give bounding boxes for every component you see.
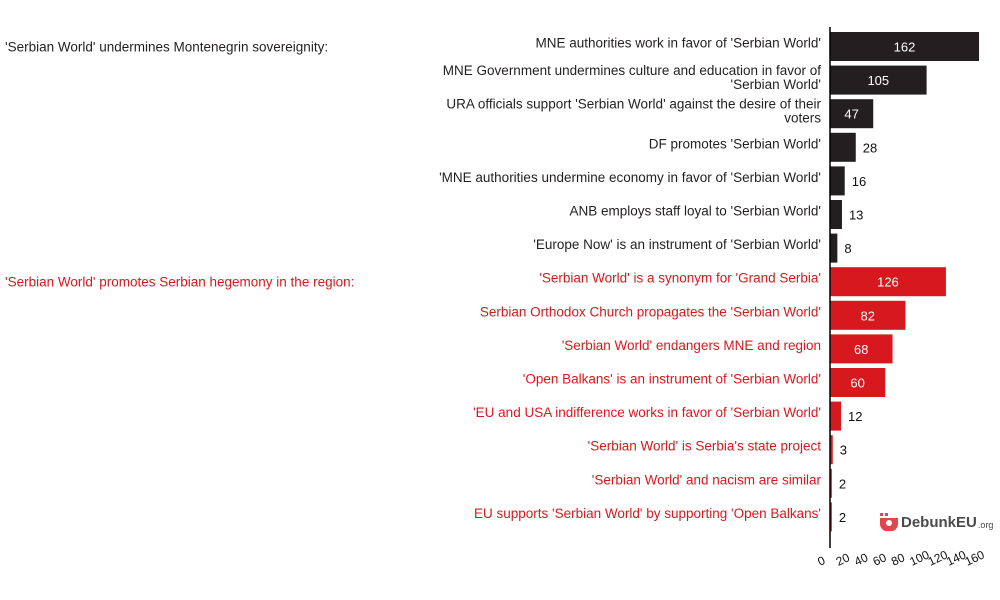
bar <box>830 234 837 263</box>
x-tick-label: 120 <box>925 547 950 569</box>
data-label: 105 <box>867 73 890 89</box>
category-label: 'MNE authorities undermine economy in favor of 'Serbian World' <box>439 169 821 185</box>
data-label: 2 <box>838 476 847 492</box>
data-label: 82 <box>860 308 875 324</box>
x-tick-label: 40 <box>852 550 871 569</box>
debunkeu-logo-icon <box>879 513 899 531</box>
data-label: 2 <box>838 509 847 525</box>
data-label: 16 <box>851 173 867 189</box>
category-label: MNE Government undermines culture and education in favor of 'Serbian World' <box>442 63 821 93</box>
category-label: 'Serbian World' is Serbia's state project <box>587 438 821 454</box>
logo-suffix: .org <box>977 519 994 530</box>
x-tick-label: 140 <box>944 547 969 569</box>
data-label: 8 <box>844 241 852 257</box>
category-label: Serbian Orthodox Church propagates the 'Serbian World' <box>479 304 821 320</box>
x-tick-label: 60 <box>870 550 889 569</box>
category-label: 'Serbian World' is a synonym for 'Grand Serbia' <box>539 270 821 286</box>
x-tick-label: 100 <box>907 547 932 569</box>
x-tick-label: 0 <box>815 553 828 569</box>
data-label: 68 <box>854 341 869 357</box>
x-tick-label: 80 <box>888 550 907 569</box>
category-label: MNE authorities work in favor of 'Serbian World' <box>535 35 821 51</box>
data-label: 3 <box>839 442 847 458</box>
category-label: 'EU and USA indifference works in favor of 'Serbian World' <box>473 405 821 421</box>
bar <box>830 200 842 229</box>
category-label: EU supports 'Serbian World' by supporting 'Open Balkans' <box>474 505 821 521</box>
logo-text: DebunkEU <box>901 513 977 531</box>
category-label: 'Europe Now' is an instrument of 'Serbian World' <box>533 237 821 253</box>
data-label: 60 <box>850 375 865 391</box>
category-label: DF promotes 'Serbian World' <box>648 136 821 152</box>
category-label: URA officials support 'Serbian World' against the desire of their voters <box>446 96 821 126</box>
debunkeu-logo <box>879 513 993 531</box>
group-label-1: 'Serbian World' undermines Montenegrin sovereignity: <box>5 39 329 55</box>
group-label-2: 'Serbian World' promotes Serbian hegemony in the region: <box>5 274 355 290</box>
category-label: ANB employs staff loyal to 'Serbian World' <box>569 203 821 219</box>
x-tick-label: 160 <box>962 547 987 569</box>
data-label: 126 <box>877 274 899 290</box>
bar <box>830 166 845 195</box>
data-label: 12 <box>848 409 863 425</box>
bar <box>830 133 856 162</box>
category-label: 'Open Balkans' is an instrument of 'Serbian World' <box>522 371 821 387</box>
category-label: 'Serbian World' endangers MNE and region <box>561 337 821 353</box>
data-label: 47 <box>844 106 859 122</box>
bar <box>830 402 841 431</box>
data-label: 13 <box>848 207 864 223</box>
x-tick-label: 20 <box>833 550 852 569</box>
data-label: 28 <box>862 140 878 156</box>
category-label: 'Serbian World' and nacism are similar <box>591 472 821 488</box>
data-label: 162 <box>893 39 916 55</box>
